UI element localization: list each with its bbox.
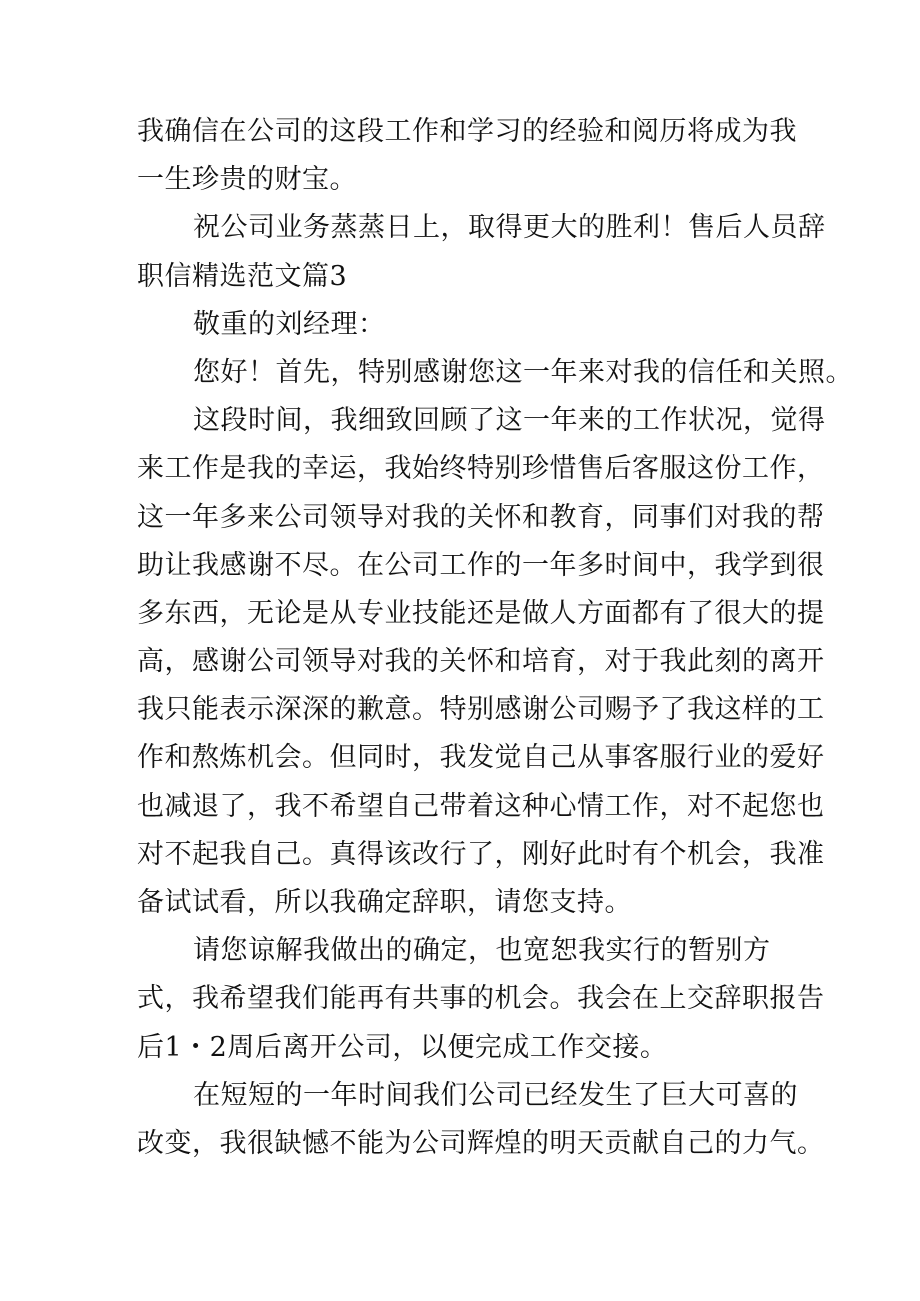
text-line: 来工作是我的幸运，我始终特别珍惜售后客服这份工作， xyxy=(137,453,825,485)
text-line: 这段时间，我细致回顾了这一年来的工作状况，觉得 xyxy=(193,405,826,437)
section-heading: 职信精选范文篇3 xyxy=(137,260,348,292)
text-line: 我确信在公司的这段工作和学习的经验和阅历将成为我 xyxy=(137,116,797,147)
text-line: 请您谅解我做出的确定，也宽恕我实行的暂别方 xyxy=(193,935,771,967)
text-line: 作和熬炼机会。但同时，我发觉自己从事客服行业的爱好 xyxy=(137,742,825,774)
salutation: 敬重的刘经理： xyxy=(193,308,386,340)
text-line: 多东西，无论是从专业技能还是做人方面都有了很大的提 xyxy=(137,597,825,629)
text-line: 式，我希望我们能再有共事的机会。我会在上交辞职报告 xyxy=(137,983,825,1015)
text-line: 对不起我自己。真得该改行了，刚好此时有个机会，我准 xyxy=(137,838,825,870)
text-line: 这一年多来公司领导对我的关怀和教育，同事们对我的帮 xyxy=(137,501,825,533)
text-line: 改变，我很缺憾不能为公司辉煌的明天贡献自己的力气。 xyxy=(137,1127,825,1159)
text-line: 祝公司业务蒸蒸日上，取得更大的胜利！售后人员辞 xyxy=(193,212,826,244)
letter-body xyxy=(137,108,853,1168)
text-line: 我只能表示深深的歉意。特别感谢公司赐予了我这样的工 xyxy=(137,694,825,726)
text-line: 一生珍贵的财宝。 xyxy=(137,164,357,196)
text-line: 助让我感谢不尽。在公司工作的一年多时间中，我学到很 xyxy=(137,549,825,581)
greeting-line: 您好！首先，特别感谢您这一年来对我的信任和关照。 xyxy=(193,356,853,388)
text-line: 在短短的一年时间我们公司已经发生了巨大可喜的 xyxy=(193,1079,798,1111)
text-line: 高，感谢公司领导对我的关怀和培育，对于我此刻的离开 xyxy=(137,646,825,678)
text-line: 也减退了，我不希望自己带着这种心情工作，对不起您也 xyxy=(137,790,825,822)
text-line: 后1・2周后离开公司，以便完成工作交接。 xyxy=(137,1031,668,1063)
text-line: 备试试看，所以我确定辞职，请您支持。 xyxy=(137,887,632,918)
